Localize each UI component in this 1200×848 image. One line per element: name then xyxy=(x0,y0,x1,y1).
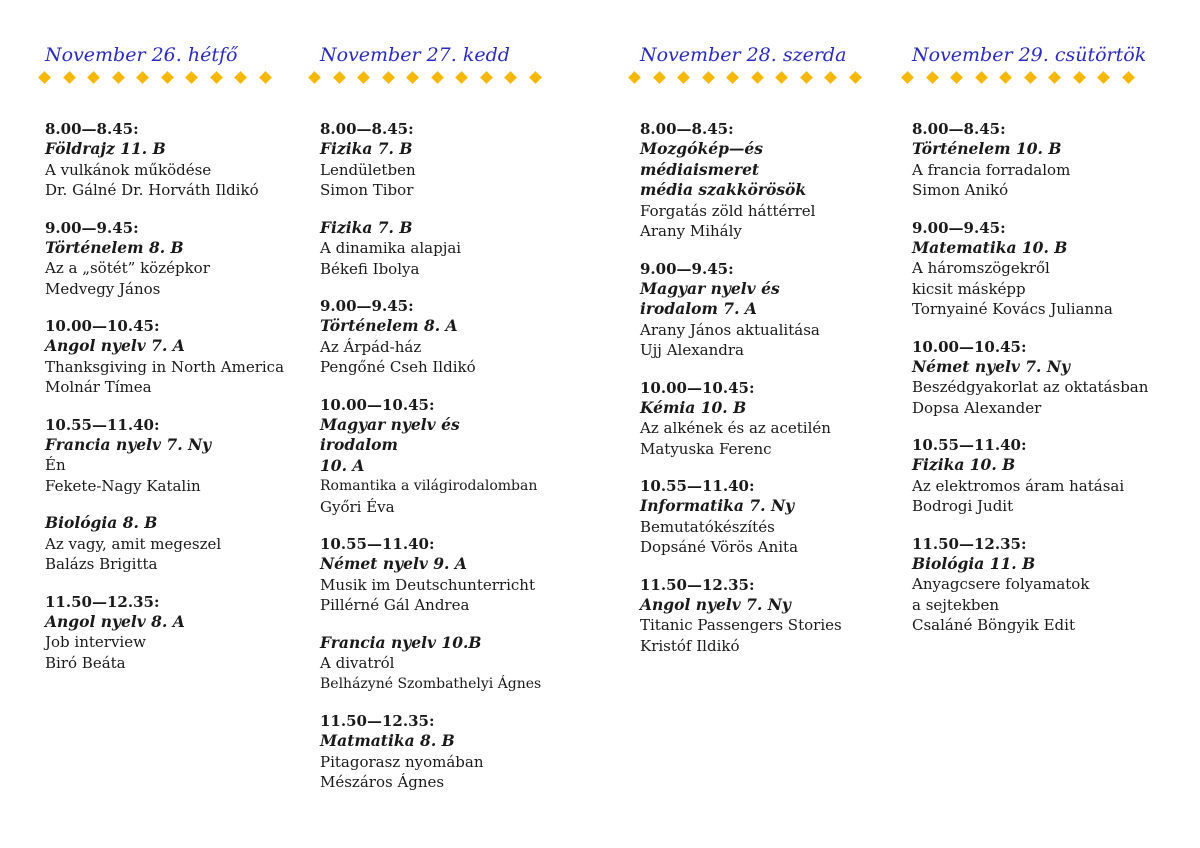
diamond-icon xyxy=(234,71,247,84)
diamond-icon xyxy=(136,71,149,84)
session xyxy=(912,119,1148,201)
diamond-icon xyxy=(308,71,321,84)
session-detail: Bodrogi Judit xyxy=(912,497,1014,515)
session-time: 11.50—12.35: xyxy=(320,712,435,730)
session-detail: Győri Éva xyxy=(320,497,395,516)
session xyxy=(640,378,842,460)
session-subject: Történelem 8. A xyxy=(320,316,458,335)
session-subject: Magyar nyelv és irodalom 7. A xyxy=(640,278,780,318)
diamond-icon xyxy=(653,71,666,84)
session-detail: a sejtekben xyxy=(912,595,1000,614)
diamond-icon xyxy=(1122,71,1135,84)
session-subject: Kémia 10. B xyxy=(640,397,747,417)
session-subject: Történelem 8. B xyxy=(45,237,184,257)
session-detail: Medvegy János xyxy=(45,279,161,298)
diamond-icon xyxy=(824,71,837,84)
session-detail: A dinamika alapjai xyxy=(320,239,462,257)
session-time: 10.00—10.45: xyxy=(320,395,435,414)
session xyxy=(912,534,1148,636)
diamond-icon xyxy=(455,71,468,84)
session xyxy=(912,337,1148,419)
session-subject: Angol nyelv 7. A xyxy=(45,336,185,355)
session-detail: Arany János aktualitása xyxy=(640,320,820,339)
diamond-icon xyxy=(1097,71,1110,84)
diamond-icon xyxy=(333,71,346,84)
session-detail: Tornyainé Kovács Julianna xyxy=(912,300,1113,318)
session-detail: Az Árpád-ház xyxy=(320,337,422,356)
session-time: 10.00—10.45: xyxy=(45,317,160,335)
session xyxy=(640,575,842,657)
diamond-icon xyxy=(975,71,988,84)
diamond-icon xyxy=(504,71,517,84)
diamond-icon xyxy=(751,71,764,84)
session-detail: Job interview xyxy=(45,633,146,651)
session-subject: Francia nyelv 7. Ny xyxy=(45,434,212,454)
session-subject: Magyar nyelv és irodalom xyxy=(320,414,460,454)
day-title: November 26. hétfő xyxy=(45,44,238,66)
diamond-icon xyxy=(38,71,51,84)
diamond-icon xyxy=(185,71,198,84)
session xyxy=(320,218,541,280)
session-detail: Pitagorasz nyomában xyxy=(320,752,484,771)
session-time: 9.00—9.45: xyxy=(912,218,1006,237)
session-detail: A vulkánok működése xyxy=(45,160,212,179)
diamond-icon xyxy=(357,71,370,84)
diamond-icon xyxy=(112,71,125,84)
session-detail: Én xyxy=(45,456,66,474)
session-subject: Földrajz 11. B xyxy=(45,139,166,158)
session-detail: Biró Beáta xyxy=(45,653,126,672)
diamond-icon xyxy=(702,71,715,84)
session-time: 10.55—11.40: xyxy=(320,535,435,553)
diamond-icon xyxy=(210,71,223,84)
session xyxy=(640,476,842,558)
diamond-icon xyxy=(677,71,690,84)
session-detail: Romantika a világirodalomban xyxy=(320,478,538,494)
session-list xyxy=(912,119,1148,653)
session-subject: Angol nyelv 8. A xyxy=(45,611,185,631)
session-detail: Arany Mihály xyxy=(640,222,742,240)
diamond-icon xyxy=(800,71,813,84)
diamond-icon xyxy=(63,71,76,84)
session-time: 8.00—8.45: xyxy=(912,120,1006,138)
diamond-icon xyxy=(1073,71,1086,84)
session-time: 10.55—11.40: xyxy=(45,415,160,434)
diamond-icon xyxy=(901,71,914,84)
session xyxy=(45,119,284,201)
day-title: November 28. szerda xyxy=(640,44,847,66)
session-time: 11.50—12.35: xyxy=(640,575,755,594)
diamond-icon xyxy=(628,71,641,84)
day-title: November 27. kedd xyxy=(320,44,510,66)
session-list xyxy=(640,119,842,673)
session-subject: Angol nyelv 7. Ny xyxy=(640,594,791,614)
session-detail: Thanksgiving in North America xyxy=(45,357,285,376)
session-subject: Fizika 10. B xyxy=(912,455,1016,474)
session-detail: Matyuska Ferenc xyxy=(640,439,772,458)
diamond-icon xyxy=(849,71,862,84)
diamond-icon xyxy=(1048,71,1061,84)
diamond-icon xyxy=(161,71,174,84)
session-time: 8.00—8.45: xyxy=(640,120,734,138)
diamond-icon xyxy=(726,71,739,84)
session-detail: Simon Anikó xyxy=(912,181,1009,199)
session-subject: Német nyelv 9. A xyxy=(320,554,467,573)
diamond-icon xyxy=(775,71,788,84)
session-subject: 10. A xyxy=(320,455,365,475)
session-detail: kicsit másképp xyxy=(912,279,1026,298)
session xyxy=(640,259,842,361)
session xyxy=(45,316,284,398)
session-detail: Dopsa Alexander xyxy=(912,398,1042,417)
diamond-icon xyxy=(87,71,100,84)
session-detail: Titanic Passengers Stories xyxy=(640,616,842,634)
session-time: 9.00—9.45: xyxy=(640,259,734,278)
session xyxy=(45,218,284,300)
session-detail: Balázs Brigitta xyxy=(45,555,158,573)
diamond-icon xyxy=(999,71,1012,84)
session xyxy=(45,513,284,575)
session-detail: Beszédgyakorlat az oktatásban xyxy=(912,378,1149,396)
diamond-icon xyxy=(431,71,444,84)
session-detail: Ujj Alexandra xyxy=(640,341,744,359)
session-detail: Forgatás zöld háttérrel xyxy=(640,201,816,220)
session-detail: Dr. Gálné Dr. Horváth Ildikó xyxy=(45,181,259,199)
session-subject: Biológia 11. B xyxy=(912,553,1036,573)
day-title: November 29. csütörtök xyxy=(912,44,1147,66)
session-detail: Fekete-Nagy Katalin xyxy=(45,476,201,495)
session xyxy=(320,119,541,201)
session xyxy=(912,218,1148,320)
session-detail: Pillérné Gál Andrea xyxy=(320,596,470,614)
diamond-icon xyxy=(259,71,272,84)
diamond-icon xyxy=(950,71,963,84)
diamond-icon xyxy=(382,71,395,84)
session-time: 10.00—10.45: xyxy=(640,378,755,397)
session-detail: Békefi Ibolya xyxy=(320,259,420,278)
session-detail: Dopsáné Vörös Anita xyxy=(640,538,799,556)
session-detail: Bemutatókészítés xyxy=(640,517,775,536)
session-time: 11.50—12.35: xyxy=(45,592,160,611)
session-detail: A francia forradalom xyxy=(912,160,1071,179)
session-subject: Francia nyelv 10.B xyxy=(320,632,482,652)
session-subject: Mozgókép—és médiaismeret xyxy=(640,139,764,179)
session xyxy=(320,296,541,378)
session xyxy=(320,711,541,793)
session-time: 10.55—11.40: xyxy=(640,477,755,495)
session xyxy=(45,415,284,497)
session xyxy=(320,633,541,695)
session-subject: média szakkörösök xyxy=(640,180,807,199)
session-detail: Kristóf Ildikó xyxy=(640,636,740,655)
session-subject: Fizika 7. B xyxy=(320,139,413,158)
session-list xyxy=(45,119,284,690)
session-subject: Fizika 7. B xyxy=(320,217,413,237)
session-time: 11.50—12.35: xyxy=(912,534,1027,553)
session-detail: Anyagcsere folyamatok xyxy=(912,575,1090,593)
session-subject: Biológia 8. B xyxy=(45,513,158,532)
session-detail: Belházyné Szombathelyi Ágnes xyxy=(320,675,542,692)
session-list xyxy=(320,119,541,810)
session-detail: Simon Tibor xyxy=(320,181,414,199)
session-time: 9.00—9.45: xyxy=(320,297,414,315)
session-detail: Csaláné Böngyik Edit xyxy=(912,616,1075,634)
session xyxy=(640,119,842,242)
session xyxy=(320,395,541,518)
diamond-icon xyxy=(529,71,542,84)
session xyxy=(320,534,541,616)
session-detail: Mészáros Ágnes xyxy=(320,773,445,791)
session-time: 8.00—8.45: xyxy=(320,120,414,138)
session xyxy=(45,592,284,674)
session-detail: A divatról xyxy=(320,654,395,672)
session-time: 8.00—8.45: xyxy=(45,120,139,138)
session-time: 9.00—9.45: xyxy=(45,218,139,237)
session-detail: Az elektromos áram hatásai xyxy=(912,476,1125,495)
session-detail: Az alkének és az acetilén xyxy=(640,419,831,437)
session-time: 10.00—10.45: xyxy=(912,337,1027,356)
session-detail: Molnár Tímea xyxy=(45,378,152,396)
session-subject: Történelem 10. B xyxy=(912,139,1062,158)
session-detail: Lendületben xyxy=(320,160,416,179)
session-time: 10.55—11.40: xyxy=(912,436,1027,454)
session-detail: Az a „sötét” középkor xyxy=(45,259,210,277)
session-detail: Az vagy, amit megeszel xyxy=(45,534,222,553)
session xyxy=(912,435,1148,517)
diamond-icon xyxy=(1024,71,1037,84)
diamond-icon xyxy=(406,71,419,84)
session-subject: Német nyelv 7. Ny xyxy=(912,356,1071,376)
session-subject: Informatika 7. Ny xyxy=(640,496,795,515)
session-detail: Musik im Deutschunterricht xyxy=(320,575,535,594)
session-detail: Pengőné Cseh Ildikó xyxy=(320,358,476,376)
session-subject: Matematika 10. B xyxy=(912,237,1068,257)
session-subject: Matmatika 8. B xyxy=(320,731,455,750)
diamond-icon xyxy=(480,71,493,84)
diamond-icon xyxy=(926,71,939,84)
session-detail: A háromszögekről xyxy=(912,259,1050,277)
